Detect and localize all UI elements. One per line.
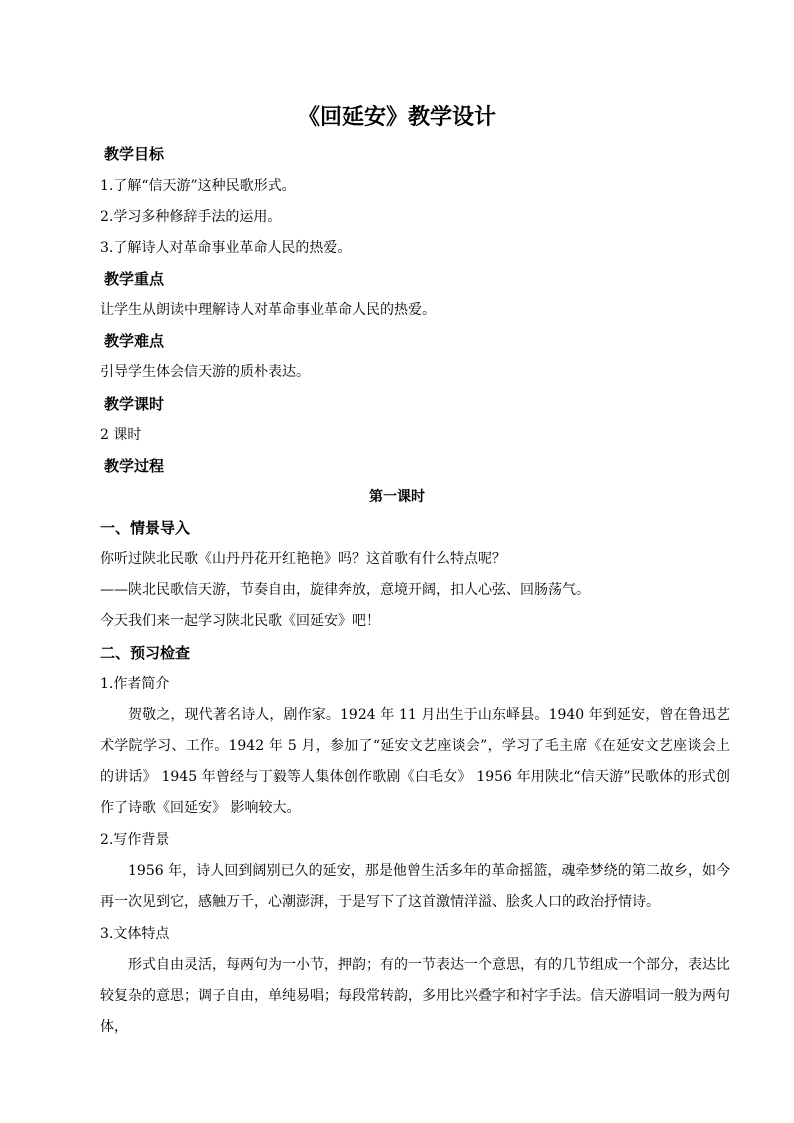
section1-line: 你听过陕北民歌《山丹丹花开红艳艳》吗？这首歌有什么特点呢？ xyxy=(100,551,506,567)
process-heading: 教学过程 xyxy=(104,457,165,475)
lesson1-heading: 第一课时 xyxy=(369,489,425,505)
section2-heading: 二、预习检查 xyxy=(100,644,191,662)
goals-heading: 教学目标 xyxy=(104,145,165,163)
goal-item: 1.了解“信天游”这种民歌形式。 xyxy=(100,178,296,194)
hours-text: 2 课时 xyxy=(100,427,142,443)
background-heading: 2.写作背景 xyxy=(100,832,170,848)
author-heading: 1.作者简介 xyxy=(100,676,170,692)
section1-heading: 一、情景导入 xyxy=(100,519,191,537)
section1-line: ——陕北民歌信天游，节奏自由，旋律奔放，意境开阔，扣人心弦、回肠荡气。 xyxy=(100,582,590,598)
key-text: 让学生从朗读中理解诗人对革命事业革命人民的热爱。 xyxy=(100,302,436,318)
goal-item: 3.了解诗人对革命事业革命人民的热爱。 xyxy=(100,240,352,256)
document-title: 《回延安》教学设计 xyxy=(297,104,496,130)
background-paragraph: 1956 年，诗人回到阔别已久的延安，那是他曾生活多年的革命摇篮，魂牵梦绕的第二故乡，如今再一次见到它，感触万千，心潮澎湃，于是写下了这首激情洋溢、脍炙人口的政治抒情诗。 xyxy=(100,863,730,910)
key-heading: 教学重点 xyxy=(104,270,165,288)
style-paragraph: 形式自由灵活，每两句为一小节，押韵；有的一节表达一个意思，有的几节组成一个部分，表达比较复杂的意思；调子自由，单纯易唱；每段常转韵，多用比兴叠字和衬字手法。信天游唱词一般为两句体， xyxy=(100,957,730,1035)
goal-item: 2.学习多种修辞手法的运用。 xyxy=(100,209,282,225)
difficulty-text: 引导学生体会信天游的质朴表达。 xyxy=(100,364,310,380)
author-paragraph: 贺敬之，现代著名诗人，剧作家。1924 年 11 月出生于山东峄县。1940 年到延安，曾在鲁迅艺术学院学习、工作。1942 年 5 月，参加了“延安文艺座谈会”，学习了毛主席《在延安文艺座谈会上的讲话》 1945 年曾经与丁毅等人集体创作歌剧《白毛女》 1956 年用陕北“信天游”民歌体的形式创作了诗歌《回延安》 影响较大。 xyxy=(100,707,730,816)
section1-line: 今天我们来一起学习陕北民歌《回延安》吧！ xyxy=(100,613,380,629)
difficulty-heading: 教学难点 xyxy=(104,332,165,350)
hours-heading: 教学课时 xyxy=(104,395,165,413)
style-heading: 3.文体特点 xyxy=(100,926,170,942)
